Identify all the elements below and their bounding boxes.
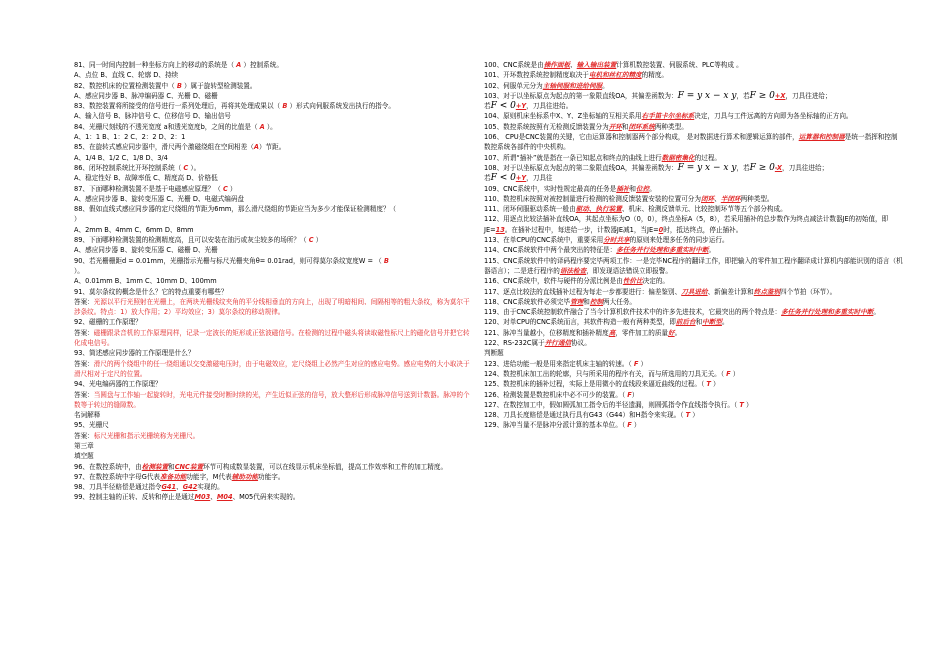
answer-text: 标尺光栅和指示光栅统称为光栅尺。 [93, 431, 200, 440]
formula: F ≥ 0 [749, 90, 775, 101]
line-text: 。 [873, 308, 880, 317]
text-line [484, 70, 904, 80]
fill-answer: 半闭环 [720, 194, 741, 203]
text-line [484, 410, 904, 420]
line-text: 105、数控系统按照有无检测反馈装置分为 [484, 122, 609, 131]
text-line [484, 81, 904, 91]
line-text: A、稳定性好 B、故障率低 C、精度高 D、价格低 [74, 174, 218, 183]
left-column [74, 60, 476, 503]
line-text: 两大任务。 [603, 297, 637, 306]
answer-mark: F [627, 421, 632, 430]
answer-mark: F [726, 369, 731, 378]
line-text: 。 [674, 328, 682, 337]
fill-answer: 位控 [636, 184, 650, 193]
line-text: 113、在单CPU的CNC系统中，重要采用 [484, 236, 604, 245]
fill-answer: 刀具进给 [681, 287, 708, 296]
fill-answer: 高 [608, 328, 616, 337]
text-line [484, 91, 904, 101]
text-line [74, 276, 476, 286]
answer-text: 磁栅跟录音机的工作原理同样，记录一定波长的矩形或正弦波磁信号。在检测的过程中磁头将读取磁性标尺上的磁化信号并把它转化成电信号。 [74, 328, 470, 348]
formula: F ≥ 0 [749, 162, 775, 173]
answer-mark: C [183, 163, 189, 172]
line-text: 85、在旋转式感应同步器中，滑尺两个激磁绕组在空间相差（ [74, 143, 254, 152]
line-text: ，若 [736, 163, 750, 172]
line-text: 92、磁栅的工作原理？ [74, 318, 142, 327]
line-text: ） [631, 390, 639, 399]
answer-mark: C [222, 184, 228, 193]
line-text: 若 [484, 174, 491, 183]
text-line [484, 338, 904, 348]
line-text: 实现的。 [197, 483, 224, 492]
fill-answer: 操作面板 [543, 61, 571, 69]
line-text: 110、数控机床按照对被控制量进行检测的检测反馈装置安装的位置可分为 [484, 194, 701, 203]
line-text: ） [690, 411, 699, 420]
fill-answer: 闭环系统 [628, 122, 655, 131]
line-text: 的精度。 [641, 71, 669, 80]
line-text: 120、对单CPU的CNC系统而言，其软件构造一般有两种类型，即 [484, 318, 676, 327]
line-text: 129、脉冲当量不是脉冲分派计算的基本单位。（ [484, 421, 628, 430]
fill-answer: 13 [495, 225, 505, 234]
line-text: 96、在数控系统中，由 [74, 462, 142, 471]
line-text: 第三章 [74, 441, 94, 450]
fill-answer: G42 [182, 483, 198, 492]
text-line [74, 256, 476, 266]
line-text: 124、数控机床加工出的轮廓，只与所采用的程序有关，而与所选用的刀具无关。（ [484, 369, 727, 378]
fill-answer: 主轴伺服和进给伺服 [542, 81, 603, 90]
answer-text: 当圆盘与工作轴一起旋转时，光电元件接受时断时续的光，产生近似正弦的信号，放大整形后形成脉冲信号送到计数器。脉冲的个数等于转过的缝隙数。 [74, 390, 470, 409]
line-text: 94、光电编码器的工作原理？ [74, 380, 162, 389]
text-line [74, 472, 476, 482]
text-line [74, 348, 476, 358]
text-line [74, 163, 476, 173]
line-text: 108、对于以坐标原点为起点的第二象限直线OA，其偏差函数为： [484, 163, 678, 172]
fill-answer: 数据密集化 [661, 153, 695, 162]
text-line [74, 204, 476, 214]
line-text: 环节可构成数显装置，可以在线显示机床坐标值，提高工作效率和工件的加工精度。 [203, 462, 448, 471]
fill-answer: 插补 [616, 184, 630, 193]
text-line [74, 184, 476, 194]
line-text: 决定的。 [642, 277, 669, 286]
text-line [484, 60, 904, 70]
answer-mark: B [176, 81, 182, 90]
text-line [74, 235, 476, 245]
answer-mark: F [627, 390, 632, 399]
line-text: ，若 [736, 91, 750, 100]
line-text: A、0.01mm B、1mm C、10mm D、100mm [74, 277, 217, 286]
text-line [484, 101, 904, 111]
answer-mark: B [282, 102, 288, 111]
line-text: 填空题 [74, 452, 94, 461]
answer-mark: T [706, 380, 711, 389]
line-text: ） [631, 421, 641, 430]
text-line [74, 81, 476, 91]
answer-mark: T [739, 400, 744, 409]
text-line [74, 101, 476, 111]
text-line [74, 492, 476, 502]
fill-answer: 准备功能 [160, 472, 187, 481]
line-text: 若 [484, 102, 491, 111]
answer-mark: F [633, 359, 639, 368]
line-text: 118、CNC系统软件必须完毕 [484, 297, 571, 306]
line-text: 答案： [74, 359, 94, 368]
text-line [484, 214, 904, 235]
line-text: 104、原则机床坐标系中X、Y、Z坐标轴的互相关系用 [484, 112, 642, 121]
text-line [74, 441, 476, 451]
line-text: 、机床、检测反馈单元、比较控制环节等五个部分构成。 [621, 205, 787, 214]
fill-answer: 分时共享 [603, 236, 630, 245]
text-line [74, 451, 476, 461]
right-column [484, 60, 904, 431]
fill-answer: 驱动、执行装置 [575, 205, 622, 214]
text-line [484, 297, 904, 307]
fill-answer: 辅助功能 [231, 472, 259, 481]
line-text: 126、检测装置是数控机床中必不可少的装置。（ [484, 390, 628, 399]
line-text: 功能字，M代表 [186, 472, 232, 481]
line-text: ）。 [264, 122, 277, 131]
line-text: 109、CNC系统中，实时性规定最高的任务是 [484, 184, 617, 193]
fill-answer: 输入输出装置 [576, 61, 617, 69]
fill-answer: 语法检查 [559, 266, 587, 275]
line-text: 86、闭环控制系统比开环控制系统（ [74, 163, 184, 172]
text-line [74, 266, 476, 276]
fill-answer: +Y [515, 174, 527, 183]
line-text: ）节距。 [258, 143, 286, 152]
text-line [74, 379, 476, 389]
text-line [74, 359, 476, 380]
line-text: 91、莫尔条纹的概念是什么？它的特点重要有哪些？ [74, 287, 228, 296]
fill-answer: 电机和丝杠的精度 [588, 71, 642, 80]
line-text: 89、下面哪种检测装置的检测精度高，且可以安装在油污或灰尘较多的场所？（ [74, 236, 309, 245]
fill-answer: +X [774, 91, 786, 100]
line-text: 两种类型。 [740, 194, 774, 203]
fill-answer: G41 [161, 483, 177, 492]
line-text: 107、所谓“插补”就是指在一条已知起点和终点的曲线上进行 [484, 153, 662, 162]
text-line [484, 153, 904, 163]
text-line [484, 245, 904, 255]
line-text: 的过程。 [694, 153, 722, 162]
text-line [74, 410, 476, 420]
fill-answer: 前后台 [675, 318, 696, 327]
line-text: 名词解释 [74, 411, 101, 420]
fill-answer: 管理 [570, 297, 584, 306]
line-text: ） [710, 380, 720, 389]
formula: F = y x − x y [677, 162, 737, 173]
fill-answer: 右手笛卡尔坐标系 [641, 112, 695, 121]
line-text: 和 [583, 297, 590, 306]
text-line [74, 297, 476, 318]
line-text: ，刀具往 [526, 102, 553, 111]
line-text: ）。 [188, 163, 201, 172]
line-text: ，零件加工的质量 [615, 328, 669, 337]
line-text: A、感应同步器 B、旋转变压器 C、光栅 D、电磁式编码盘 [74, 194, 245, 203]
line-text: 决定，刀具与工件远离的方向即为各坐标轴的正方向。 [694, 112, 853, 121]
text-line [74, 91, 476, 101]
answer-mark: B [383, 256, 389, 265]
fill-answer: CNC装置 [174, 462, 204, 471]
line-text: 。 [649, 184, 656, 193]
fill-answer: 多任务并行处理和多重实时中断 [616, 246, 709, 255]
text-line [484, 400, 904, 410]
line-text: ） [227, 184, 237, 193]
line-text: 111、闭环伺服驱动系统一般由 [484, 205, 576, 214]
text-line [484, 420, 904, 430]
text-line [484, 111, 904, 121]
text-line [484, 317, 904, 327]
line-text: 四个节拍（环节）。 [780, 287, 837, 296]
line-text: 121、脉冲当量越小，位移精度和插补精度 [484, 328, 609, 337]
answer-mark: C [308, 236, 314, 245]
line-text: 98、刀具半径赔偿是通过指令 [74, 483, 162, 492]
line-text: ）形式向伺服系统发出执行的指令。 [287, 102, 395, 111]
text-line [74, 70, 476, 80]
text-line [74, 173, 476, 183]
text-line [484, 122, 904, 132]
text-line [484, 184, 904, 194]
line-text: ，刀具往 [782, 163, 809, 172]
line-text: 两种类型。 [654, 122, 688, 131]
line-text: ）控制系统。 [241, 61, 283, 69]
answer-mark: A [253, 143, 259, 152]
fill-answer: 并行通信 [544, 339, 572, 348]
line-text: 127、在数控加工中，假如圆弧加工指令后的半径遗漏，则圆弧指令作直线指令执行。（ [484, 400, 740, 409]
line-text: 、新偏差计算和 [707, 287, 754, 296]
line-text: 和 [168, 462, 175, 471]
line-text: 106、 CPU是CNC装置的关键，它由运算器和控制器两个部分构成， 是对数据进行算术和逻辑运算的部件， [484, 133, 799, 142]
line-text: ）。 [74, 266, 84, 275]
line-text: 答案： [74, 431, 94, 440]
fill-answer: 闭环 [701, 194, 715, 203]
line-text: 99、控制主轴的正转、反转和停止是通过 [74, 493, 195, 502]
line-text: 、 [714, 194, 721, 203]
line-text: ） [313, 236, 323, 245]
line-text: 81、同一时间内控制一种坐标方向上的移动的系统是（ [74, 61, 237, 69]
fill-answer: +Y [515, 102, 527, 111]
text-line [484, 194, 904, 204]
line-text: 和 [621, 122, 629, 131]
line-text: A、2mm B、4mm C、6mm D、8mm [74, 225, 194, 234]
text-line [74, 122, 476, 132]
text-line [74, 328, 476, 349]
line-text: A、1：1 B、1：2 C、2：2 D、2：1 [74, 133, 186, 142]
line-text: 。 [708, 246, 716, 255]
line-text: 97、在数控系统中字母G代表 [74, 472, 161, 481]
formula: F = y x − x y [677, 90, 737, 101]
line-text: 、 [176, 483, 183, 492]
line-text: 是统一指挥和控制数控系统各部件的中央机构。 [484, 133, 898, 152]
line-text: 117、逐点比较法的直线插补过程为每走一步都要进行：偏差鉴别、 [484, 287, 682, 296]
fill-answer: 运算器和控制器 [798, 133, 845, 142]
answer-text: 滑尺的两个绕组中的任一绕组通以交变激磁电压时，由于电磁效应，定尺绕组上必然产生对应的感应电势。感应电势的大小取决于滑尺相对于定尺的位置。 [74, 359, 470, 378]
fill-answer: 好 [668, 328, 675, 337]
line-text: 进给； [808, 163, 829, 172]
text-line [74, 390, 476, 411]
line-text: 87、下面哪种检测装置不是基于电磁感应原理？（ [74, 184, 223, 193]
answer-mark: T [685, 411, 691, 420]
text-line [484, 173, 904, 183]
line-text: ） [638, 359, 648, 368]
text-line [74, 245, 476, 255]
line-text: 112、用逐点比较法插补直线OA，其起点坐标为O（0，0），终点坐标A（5，8），若采用插补的总步数作为终点减法计数器JE的初始值，即JE= [484, 215, 889, 234]
line-text: 计算机数控装置、伺服系统、PLC等构成 。 [616, 61, 743, 69]
text-line [484, 287, 904, 297]
line-text: 119、由于CNC系统控制软件融合了当今计算机软件技术中的许多先进技术，它最突出的两个特点是： [484, 308, 782, 317]
text-line [74, 225, 476, 235]
text-line [74, 194, 476, 204]
line-text: 答案： [74, 390, 94, 399]
line-text: 、 [570, 61, 577, 69]
formula: F < 0 [490, 173, 516, 184]
line-text: ） [74, 215, 81, 224]
line-text: 83、数控装置将所接受的信号进行一系列处理后，再将其处理成果以（ [74, 102, 283, 111]
line-text: 。 [602, 81, 609, 90]
line-text: 84、光栅尺刻线的不透光宽度 a和透光宽度b，之间的比值是（ [74, 122, 260, 131]
text-line [484, 307, 904, 317]
text-line [484, 328, 904, 338]
text-line [484, 204, 904, 214]
text-line [484, 348, 904, 358]
text-line [74, 214, 476, 224]
text-line [484, 390, 904, 400]
answer-mark: A [236, 61, 242, 69]
line-text: A、感应同步器 B、脉冲编码器 C、光栅 D、磁栅 [74, 91, 218, 100]
line-text: 116、CNC系统中，软件与硬件的分派比例是由 [484, 277, 623, 286]
line-text: 103、对于以坐标原点为起点的第一象限直线OA，其偏差函数为： [484, 91, 678, 100]
fill-answer: 检测装置 [141, 462, 169, 471]
line-text: 123、进给功能一般是用来指定机床主轴的转速。（ [484, 359, 634, 368]
formula: F < 0 [490, 101, 516, 112]
line-text: 、M05代码来实现的。 [232, 493, 300, 502]
line-text: 和 [695, 318, 703, 327]
line-text: 答案： [74, 297, 94, 306]
fill-answer: 中断型 [702, 318, 722, 327]
line-text: 122、RS-232C属于 [484, 339, 545, 348]
text-line [484, 256, 904, 277]
line-text: 100、CNC系统是由 [484, 61, 544, 69]
line-text: 功能字。 [258, 472, 285, 481]
text-line [74, 142, 476, 152]
line-text: 判断题 [484, 349, 504, 358]
line-text: 93、简述感应同步器的工作原理是什么？ [74, 349, 195, 358]
answer-text: 光源以平行光照射在光栅上，在两块光栅线纹夹角的平分线相垂直的方向上，出现了明暗相间、间隔相等的粗大条纹，称为莫尔干涉条纹。特点：1）放大作用；2）平均效应；3）莫尔条纹的移动规律。 [74, 297, 470, 317]
fill-answer: -X [774, 163, 783, 172]
line-text: 82、数控机床的位置检测装置中（ [74, 81, 177, 90]
text-line [484, 359, 904, 369]
fill-answer: 多任务并行处理和多重实时中断 [781, 308, 874, 317]
line-text: A、感应同步器 B、旋转变压器 C、磁栅 D、光栅 [74, 246, 218, 255]
text-line [74, 317, 476, 327]
line-text: 协议。 [571, 339, 591, 348]
text-line [484, 379, 904, 389]
line-text: 88、假如直线式感应同步器的定尺绕组的节距为6mm，那么滑尺绕组的节距应当为多少才能保证检测精度？（ [74, 205, 397, 214]
text-line [484, 163, 904, 173]
text-line [484, 369, 904, 379]
line-text: A、点位 B、直线 C、轮廓 D、持续 [74, 71, 179, 80]
line-text: 125、数控机床的插补过程，实际上是用微小的直线段来逼近曲线的过程。（ [484, 380, 707, 389]
line-text: 进给； [811, 91, 832, 100]
line-text: 时，抵达终点，停止插补。 [663, 225, 743, 234]
line-text: 128、刀具长度赔偿是通过执行具有G43（G44）和H指令来实现。（ [484, 411, 686, 420]
text-line [74, 420, 476, 430]
text-line [74, 431, 476, 441]
answer-mark: A [259, 122, 265, 131]
line-text: 。 [721, 318, 729, 327]
text-line [74, 153, 476, 163]
text-line [74, 482, 476, 492]
line-text: 、 [210, 493, 217, 502]
text-line [74, 462, 476, 472]
fill-answer: M04 [216, 493, 233, 502]
line-text: 答案： [74, 328, 94, 337]
line-text: ） [743, 400, 753, 409]
line-text: ，刀具往 [526, 174, 553, 183]
text-line [484, 132, 904, 153]
line-text: 95、光栅尺 [74, 421, 109, 430]
line-text: ，刀具往 [785, 91, 812, 100]
line-text: A、输入信号 B、脉冲信号 C、位移信号 D、输出信号 [74, 112, 231, 121]
line-text: A、1/4 B、1/2 C、1/8 D、3/4 [74, 153, 168, 162]
text-line [74, 111, 476, 121]
text-line [74, 132, 476, 142]
text-line [484, 276, 904, 286]
fill-answer: 性价比 [622, 277, 643, 286]
line-text: ）属于旋转型检测装置。 [181, 81, 257, 90]
text-line [484, 235, 904, 245]
line-text: 114、CNC系统软件中两个最突出的特征是： [484, 246, 617, 255]
line-text: 。在插补过程中，每进给一步，计数器JE减1，当JE= [504, 225, 659, 234]
line-text: 101、开环数控系统控制精度取决于 [484, 71, 589, 80]
line-text: 90、若光栅栅距d = 0.01mm，光栅指示光栅与标尺光栅夹角θ= 0.01rad，则可得莫尔条纹宽度W = （ [74, 256, 384, 265]
line-text: 102、伺服单元分为 [484, 81, 543, 90]
fill-answer: M03 [194, 493, 211, 502]
line-text: 115、CNC系统软件中的译码程序要完毕两项工作：一是完毕NC程序的翻译工作，即把输入的零件加工程序翻译成计算机内部能识别的语言（机器语言）；二是进行程序的 [484, 256, 903, 275]
fill-answer: 终点鉴别 [753, 287, 781, 296]
fill-answer: 0 [658, 225, 664, 234]
fill-answer: 控制 [589, 297, 604, 306]
line-text: 进给。 [552, 102, 573, 111]
text-line [74, 287, 476, 297]
line-text: 的原则来处理多任务的同步运行。 [629, 236, 729, 245]
text-line [74, 60, 476, 70]
fill-answer: 开环 [608, 122, 622, 131]
line-text: 和 [629, 184, 637, 193]
line-text: ，即发现语法错误立即报警。 [586, 266, 672, 275]
line-text: ） [730, 369, 740, 378]
